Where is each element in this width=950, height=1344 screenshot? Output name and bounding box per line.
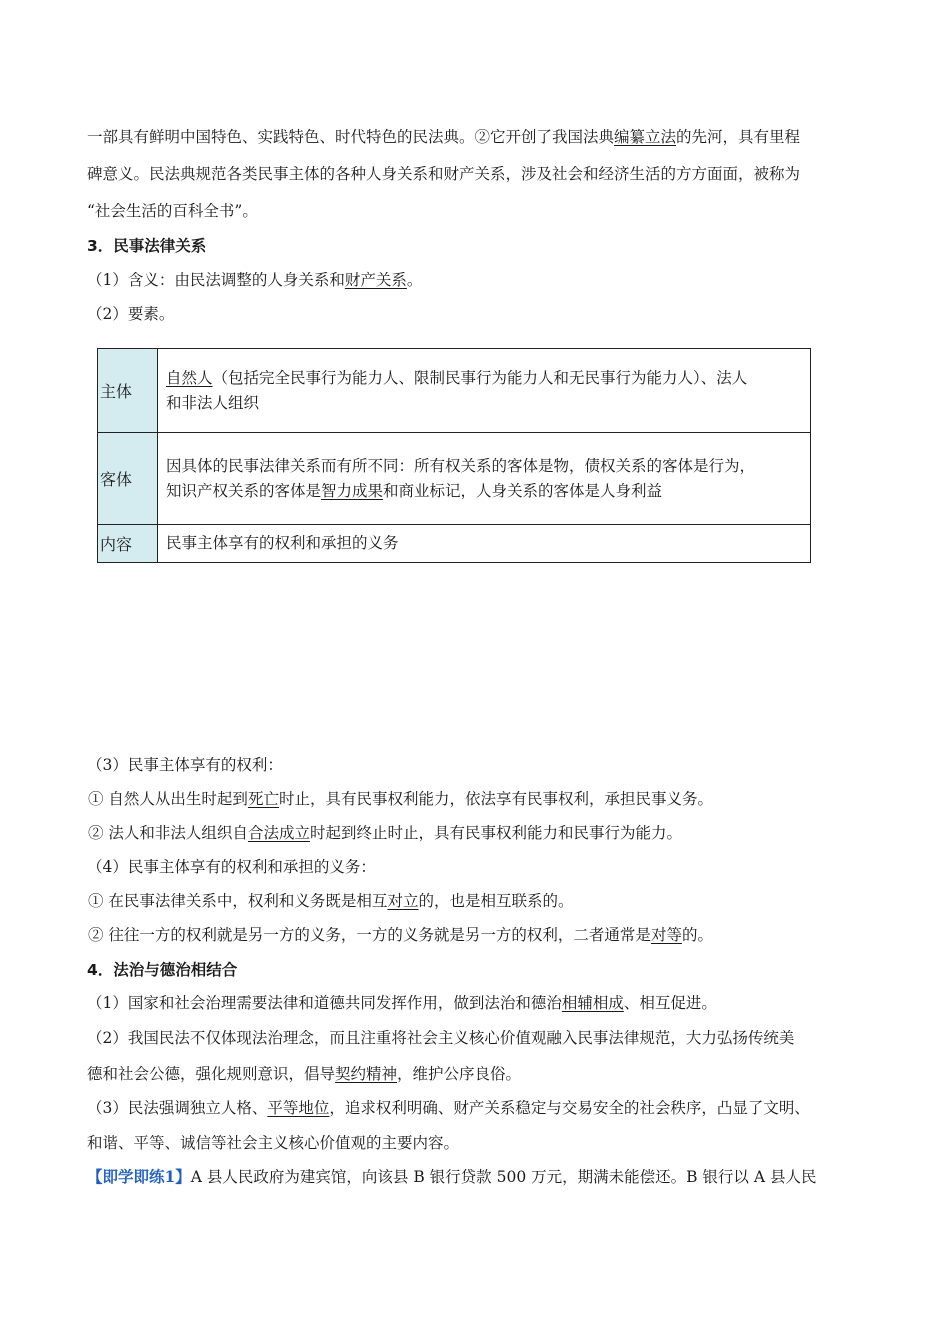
section-4-item-1: （1）国家和社会治理需要法律和道德共同发挥作用，做到法治和德治相辅相成、相互促进。 — [87, 994, 717, 1012]
table-row — [98, 525, 811, 563]
section-3-title: 3．民事法律关系 — [87, 237, 207, 255]
section-4-item-3-line-1: （3）民法强调独立人格、平等地位，追求权利明确、财产关系稳定与交易安全的社会秩序，凸显了文明、 — [87, 1099, 810, 1117]
underlined-term: 编纂立法 — [614, 128, 677, 146]
practice-label: 【即学即练1】 — [87, 1167, 191, 1186]
section-3-item-1: （1）含义：由民法调整的人身关系和财产关系。 — [87, 271, 423, 289]
practice-line: 【即学即练1】A 县人民政府为建宾馆，向该县 B 银行贷款 500 万元，期满未能偿还。B 银行以 A 县人民 — [87, 1167, 817, 1186]
rights-point-2: ② 法人和非法人组织自合法成立时起到终止时止，具有民事权利能力和民事行为能力。 — [88, 824, 682, 842]
rights-point-1: ① 自然人从出生时起到死亡时止，具有民事权利能力，依法享有民事权利，承担民事义务。 — [88, 790, 713, 808]
underlined-term: 对等 — [650, 926, 682, 944]
underlined-term: 自然人 — [166, 368, 213, 387]
rights-item-3: （3）民事主体享有的权利： — [87, 756, 283, 774]
intro-line-3: “社会生活的百科全书”。 — [87, 202, 258, 220]
underlined-term: 合法成立 — [247, 824, 310, 842]
rights-item-4: （4）民事主体享有的权利和承担的义务： — [87, 858, 376, 876]
section-4-item-2-line-1: （2）我国民法不仅体现法治理念，而且注重将社会主义核心价值观融入民事法律规范，大力弘扬传统美 — [87, 1029, 795, 1047]
intro-line-1: 一部具有鲜明中国特色、实践特色、时代特色的民法典。②它开创了我国法典编纂立法的先河，具有里程 — [87, 128, 801, 146]
section-4-title: 4．法治与德治相结合 — [87, 961, 238, 979]
underlined-term: 死亡 — [247, 790, 279, 808]
intro-line-2: 碑意义。民法典规范各类民事主体的各种人身关系和财产关系，涉及社会和经济生活的方方面面，被称为 — [87, 165, 801, 183]
section-3-item-2: （2）要素。 — [87, 305, 175, 323]
row-content: 因具体的民事法律关系而有所不同：所有权关系的客体是物，债权关系的客体是行为， 知识产权关系的客体是智力成果和商业标记，人身关系的客体是人身利益 — [158, 433, 811, 525]
row-content: 民事主体享有的权利和承担的义务 — [158, 525, 811, 563]
elements-table — [97, 348, 811, 563]
row-content: 自然人（包括完全民事行为能力人、限制民事行为能力人和无民事行为能力人）、法人 和非法人组织 — [158, 349, 811, 433]
rights-point-4: ② 往往一方的权利就是另一方的义务，一方的义务就是另一方的权利，二者通常是对等的。 — [88, 926, 713, 944]
rights-point-3: ① 在民事法律关系中，权利和义务既是相互对立的，也是相互联系的。 — [88, 892, 574, 910]
underlined-term: 对立 — [387, 892, 419, 910]
section-4-item-2-line-2: 德和社会公德，强化规则意识，倡导契约精神，维护公序良俗。 — [87, 1065, 522, 1083]
table-row — [98, 433, 811, 525]
section-4-item-3-line-2: 和谐、平等、诚信等社会主义核心价值观的主要内容。 — [87, 1134, 460, 1152]
table-row — [98, 349, 811, 433]
underlined-term: 相辅相成 — [561, 994, 624, 1012]
underlined-term: 财产关系 — [344, 271, 407, 289]
underlined-term: 契约精神 — [335, 1065, 398, 1083]
underlined-term: 平等地位 — [267, 1099, 330, 1117]
row-head: 客体 — [98, 433, 158, 525]
underlined-term: 智力成果 — [321, 481, 384, 500]
row-head: 内容 — [98, 525, 158, 563]
row-head: 主体 — [98, 349, 158, 433]
